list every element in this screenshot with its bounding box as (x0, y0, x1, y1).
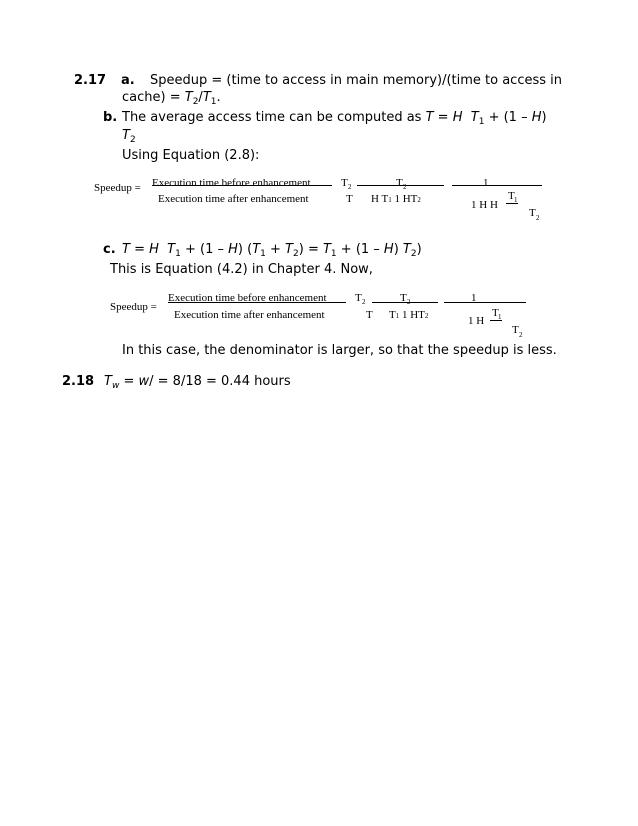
eq2-speedup-label: Speedup = (110, 301, 157, 313)
part-c-conclusion: In this case, the denominator is larger, so that the speedup is less. (122, 343, 557, 358)
eq2-frac3-top: 1 (471, 292, 477, 304)
eq2-frac2-den: T1 1 HT2 (389, 309, 429, 321)
eq2-fraction-bar-2 (372, 302, 438, 303)
eq1-frac2-top-sub: 2 (403, 183, 407, 191)
eq1-speedup-label: Speedup = (94, 182, 141, 194)
problem-number-2-17: 2.17 (74, 73, 107, 88)
part-c-line1: T = H $T_1 + (1 - H) (T_1 + T_2) = T_1 + (1 - H)$ $T_2$) (122, 242, 422, 259)
eq2-t2-top-sub: 2 (362, 298, 366, 306)
eq2-frac2-top-sub: 2 (407, 298, 411, 306)
eq2-frac3-den: 1 H (468, 315, 485, 327)
eq1-t2-top-sub: 2 (348, 183, 352, 191)
eq1-frac3-den: 1 H H (471, 199, 498, 211)
eq2-frac2-top: T (400, 292, 407, 304)
eq2-frac3-inner-bot-sub: 2 (519, 331, 523, 339)
part-b-label: b. (103, 110, 118, 125)
eq1-t2-top: T (341, 177, 348, 189)
part-c-label: c. (103, 242, 116, 257)
part-b-using: Using Equation (2.8): (122, 148, 260, 163)
part-c-line2: This is Equation (4.2) in Chapter 4. Now, (110, 262, 373, 277)
part-a-line2: cache) = $T_2/T_1$. (122, 90, 221, 107)
eq1-frac3-inner-top: T (508, 190, 515, 202)
part-b-line1: The average access time can be computed as T = H $T_1 + (1 - H)$ (122, 110, 547, 127)
part-b-line2: $T_2$ (122, 128, 136, 145)
eq1-frac2-top: T (396, 177, 403, 189)
eq1-numerator: Execution time before enhancement (152, 177, 311, 189)
eq2-fraction-bar-3 (444, 302, 526, 303)
part-a-line1: Speedup = (time to access in main memory)/(time to access in (150, 73, 563, 88)
eq2-fraction-bar-4 (490, 320, 502, 321)
eq1-frac3-inner-bot: T (529, 207, 536, 219)
eq2-denominator: Execution time after enhancement (174, 309, 325, 321)
eq1-frac3-top: 1 (483, 177, 489, 189)
eq2-t-den: T (366, 309, 373, 321)
eq2-numerator: Execution time before enhancement (168, 292, 327, 304)
eq1-frac3-inner-bot-sub: 2 (536, 214, 540, 222)
eq1-fraction-bar-1 (152, 185, 332, 186)
eq1-denominator: Execution time after enhancement (158, 193, 309, 205)
eq2-fraction-bar-1 (168, 302, 346, 303)
eq2-frac3-inner-bot: T (512, 324, 519, 336)
eq1-fraction-bar-2 (357, 185, 444, 186)
eq2-t2-top: T (355, 292, 362, 304)
eq2-frac3-inner-top-sub: 1 (498, 313, 502, 321)
eq1-fraction-bar-4 (506, 203, 518, 204)
eq1-fraction-bar-3 (452, 185, 542, 186)
eq1-t-den: T (346, 193, 353, 205)
eq1-frac3-inner-top-sub: 1 (514, 196, 518, 204)
part-a-label: a. (121, 73, 135, 88)
eq1-frac2-den: H T1 1 HT2 (371, 193, 421, 205)
problem-2-18-text: $T_w = w/ = 8/18 = 0.44$ hours (104, 374, 291, 391)
eq2-frac3-inner-top: T (492, 307, 499, 319)
problem-number-2-18: 2.18 (62, 374, 95, 389)
